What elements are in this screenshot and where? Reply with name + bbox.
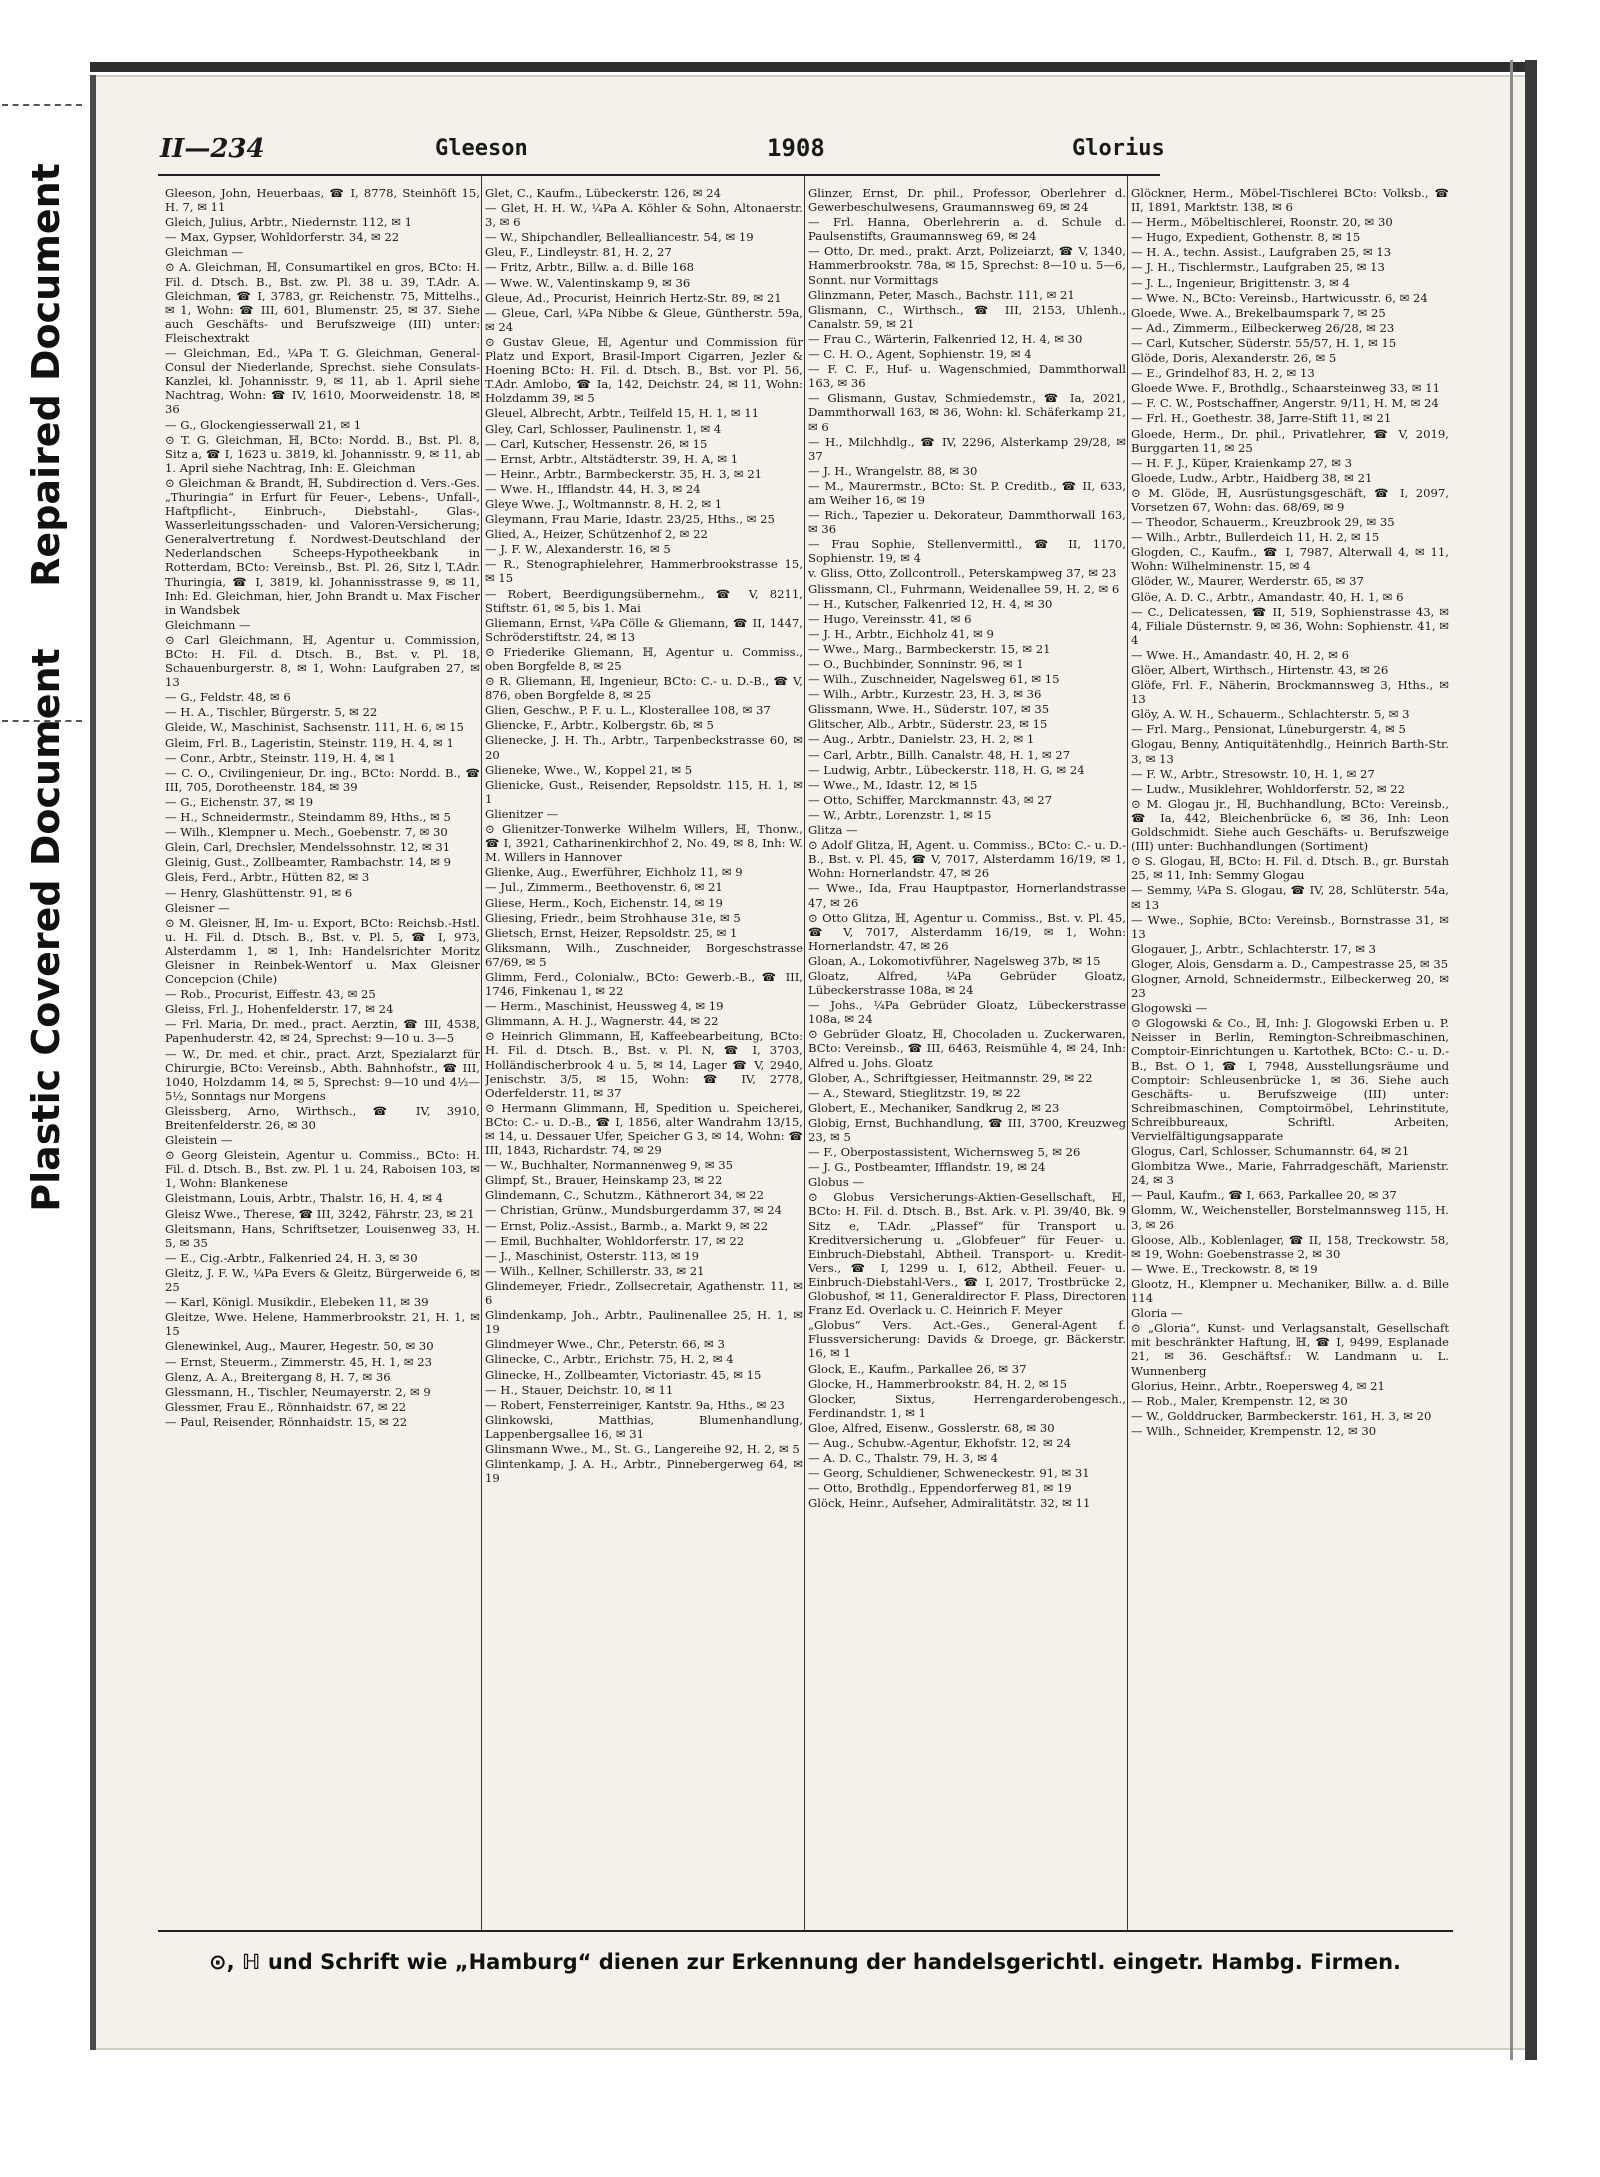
directory-entry: Glöe, A. D. C., Arbtr., Amandastr. 40, H. 1, ✉ 6 — [1131, 589, 1404, 604]
directory-entry: Glindmeyer Wwe., Chr., Peterstr. 66, ✉ 3 — [485, 1337, 725, 1352]
directory-entry: Glinzmann, Peter, Masch., Bachstr. 111, ✉ 21 — [808, 287, 1075, 302]
directory-entry: Gloatz, Alfred, ¼Pa Gebrüder Gloatz, Lübeckerstrasse 108a, ✉ 24 — [808, 968, 1126, 998]
directory-entry: — Wwe., Ida, Frau Hauptpastor, Hornerlandstrasse 47, ✉ 26 — [808, 881, 1126, 910]
directory-entry: — Johs., ¼Pa Gebrüder Gloatz, Lübeckerstrasse 108a, ✉ 24 — [808, 998, 1126, 1027]
directory-entry: — Wilh., Schneider, Krempenstr. 12, ✉ 30 — [1131, 1423, 1377, 1438]
directory-entry: ⊙ Glogowski & Co., ℍ, Inh: J. Glogowski Erben u. P. Neisser in Berlin, Remington-Schreibmaschinen, Comptoir-Einrichtungen u. Kartothek, BCto: C.- u. D.-B., Bst. O 1, ☎ I, 7948, Ausstellungsräume und Comptoir: Schleusenbrücke 1, ✉ 36. Siehe auch Geschäfts- u. Berufszweige (III) unter: Schreibmaschinen, Comptoirmöbel, Lehrinstitute, Schreibbureaux, Schriftl. Arbeiten, Vervielfältigungsapparate — [1131, 1016, 1449, 1143]
directory-entry: — W., Golddrucker, Barmbeckerstr. 161, H. 3, ✉ 20 — [1131, 1408, 1432, 1423]
directory-entry: — F. C. F., Huf- u. Wagenschmied, Dammthorwall 163, ✉ 36 — [808, 362, 1126, 391]
directory-entry: Globig, Ernst, Buchhandlung, ☎ III, 3700, Kreuzweg 23, ✉ 5 — [808, 1115, 1126, 1144]
directory-entry: ⊙ Glienitzer-Tonwerke Wilhelm Willers, ℍ, Thonw., ☎ I, 3921, Catharinenkirchhof 2, No. 49, ✉ 8, Inh: W. M. Willers in Hannover — [485, 822, 803, 865]
directory-entry: — Jul., Zimmerm., Beethovenstr. 6, ✉ 21 — [485, 880, 723, 895]
directory-entry: Glöck, Heinr., Aufseher, Admiralitätstr. 32, ✉ 11 — [808, 1496, 1091, 1511]
directory-entry: Gleis, Ferd., Arbtr., Hütten 82, ✉ 3 — [165, 870, 370, 885]
directory-entry: Gliemann, Ernst, ¼Pa Cölle & Gliemann, ☎ II, 1447, Schröderstiftstr. 24, ✉ 13 — [485, 615, 803, 644]
directory-entry: — Ernst, Poliz.-Assist., Barmb., a. Markt 9, ✉ 22 — [485, 1218, 769, 1233]
directory-entry: — H., Kutscher, Falkenried 12, H. 4, ✉ 30 — [808, 596, 1053, 611]
directory-entry: — O., Buchbinder, Sonninstr. 96, ✉ 1 — [808, 657, 1024, 671]
directory-entry: Glinkowski, Matthias, Blumenhandlung, Lappenbergsallee 16, ✉ 31 — [485, 1412, 803, 1441]
directory-entry: Glissmann, Cl., Fuhrmann, Weidenallee 59, H. 2, ✉ 6 — [808, 581, 1120, 596]
directory-entry: Glienecke, J. H. Th., Arbtr., Tarpenbeckstrasse 60, ✉ 20 — [485, 733, 803, 762]
directory-entry: — Wilh., Klempner u. Mech., Goebenstr. 7, ✉ 30 — [165, 825, 448, 840]
directory-entry: Glintenkamp, J. A. H., Arbtr., Pinnebergerweg 64, ✉ 19 — [485, 1457, 803, 1486]
directory-entry: — Rob., Maler, Krempenstr. 12, ✉ 30 — [1131, 1393, 1348, 1408]
directory-entry: — Aug., Arbtr., Danielstr. 23, H. 2, ✉ 1 — [808, 732, 1035, 747]
directory-entry: — H. A., Tischler, Bürgerstr. 5, ✉ 22 — [165, 705, 378, 720]
directory-column-2 — [485, 186, 803, 1926]
directory-entry: Gloede, Wwe. A., Brekelbaumspark 7, ✉ 25 — [1131, 305, 1386, 320]
directory-entry: — A. D. C., Thalstr. 79, H. 3, ✉ 4 — [808, 1451, 998, 1466]
directory-entry: — J. L., Ingenieur, Brigittenstr. 3, ✉ 4 — [1131, 275, 1350, 290]
directory-entry: — Glet, H. H. W., ¼Pa A. Köhler & Sohn, Altonaerstr. 3, ✉ 6 — [485, 201, 803, 230]
directory-entry: — Ludw., Musiklehrer, Wohldorferstr. 52, ✉ 22 — [1131, 781, 1406, 796]
directory-entry: Glinsmann Wwe., M., St. G., Langereihe 92, H. 2, ✉ 5 — [485, 1441, 800, 1456]
dashed-mark — [2, 104, 82, 106]
directory-entry: Glombitza Wwe., Marie, Fahrradgeschäft, Marienstr. 24, ✉ 3 — [1131, 1159, 1449, 1188]
page-left-edge — [90, 75, 96, 2050]
directory-entry: Glock, E., Kaufm., Parkallee 26, ✉ 37 — [808, 1361, 1027, 1376]
directory-entry: Glöder, W., Maurer, Werderstr. 65, ✉ 37 — [1131, 574, 1364, 589]
directory-entry: Glootz, H., Klempner u. Mechaniker, Billw. a. d. Bille 114 — [1131, 1276, 1449, 1306]
directory-entry: Gliesing, Friedr., beim Strohhause 31e, ✉ 5 — [485, 910, 741, 925]
directory-entry: Gley, Carl, Schlosser, Paulinenstr. 1, ✉ 4 — [485, 421, 722, 436]
directory-entry: Gleistmann, Louis, Arbtr., Thalstr. 16, H. 4, ✉ 4 — [165, 1191, 444, 1206]
directory-entry: Glogowski — — [1131, 1001, 1208, 1016]
directory-entry: — R., Stenographielehrer, Hammerbrookstrasse 15, ✉ 15 — [485, 557, 803, 586]
directory-entry: v. Gliss, Otto, Zollcontroll., Peterskampweg 37, ✉ 23 — [808, 566, 1117, 581]
directory-entry: — Wwe., M., Idastr. 12, ✉ 15 — [808, 777, 978, 792]
directory-entry: Glogden, C., Kaufm., ☎ I, 7987, Alterwall 4, ✉ 11, Wohn: Wilhelminenstr. 15, ✉ 4 — [1131, 545, 1449, 574]
directory-entry: Gleitsmann, Hans, Schriftsetzer, Louisenweg 33, H. 5, ✉ 35 — [165, 1221, 480, 1250]
directory-entry: Gleue, Ad., Procurist, Heinrich Hertz-Str. 89, ✉ 21 — [485, 290, 782, 305]
directory-entry: ⊙ Heinrich Glimmann, ℍ, Kaffeebearbeitung, BCto: H. Fil. d. Dtsch. B., Bst. v. Pl. N, ☎ I, 3703, Holländischerbrook 4 u. 5, ✉ 14, Lager ☎ V, 2940, Jenischstr. 3/5, ✉ 15, Wohn: ☎ IV, 2778, Oderfelderstr. 11, ✉ 37 — [485, 1029, 803, 1100]
directory-entry: „Globus“ Vers. Act.-Ges., General-Agent f. Flussversicherung: Davids & Droege, gr. Bäckerstr. 16, ✉ 1 — [808, 1318, 1126, 1361]
directory-entry: — Karl, Königl. Musikdir., Elebeken 11, ✉ 39 — [165, 1295, 429, 1310]
directory-entry: — H., Milchhdlg., ☎ IV, 2296, Alsterkamp 29/28, ✉ 37 — [808, 434, 1126, 463]
directory-entry: — J. H., Tischlermstr., Laufgraben 25, ✉ 13 — [1131, 260, 1385, 275]
directory-entry: — Christian, Grünw., Mundsburgerdamm 37, ✉ 24 — [485, 1203, 782, 1218]
directory-entry: — F. C. W., Postschaffner, Angerstr. 9/11, H. M, ✉ 24 — [1131, 396, 1439, 411]
directory-entry: — G., Glockengiesserwall 21, ✉ 1 — [165, 417, 362, 432]
directory-entry: Glessmann, H., Tischler, Neumayerstr. 2, ✉ 9 — [165, 1384, 431, 1399]
directory-entry: Glitza — — [808, 823, 858, 838]
directory-entry: Glinecke, H., Zollbeamter, Victoriastr. 45, ✉ 15 — [485, 1367, 762, 1382]
directory-entry: — C. O., Civilingenieur, Dr. ing., BCto: Nordd. B., ☎ III, 705, Dorotheenstr. 184, ✉ 39 — [165, 765, 480, 794]
directory-entry: Gloria — — [1131, 1306, 1183, 1321]
directory-entry: Glindenkamp, Joh., Arbtr., Paulinenallee 25, H. 1, ✉ 19 — [485, 1308, 803, 1337]
directory-entry: — J. H., Wrangelstr. 88, ✉ 30 — [808, 463, 978, 478]
directory-entry: Gloede, Ludw., Arbtr., Haidberg 38, ✉ 21 — [1131, 470, 1373, 485]
directory-entry: — Herm., Maschinist, Heussweg 4, ✉ 19 — [485, 999, 724, 1014]
side-label-plastic: Plastic Covered Document — [24, 648, 68, 1212]
directory-entry: ⊙ Gebrüder Gloatz, ℍ, Chocoladen u. Zuckerwaren, BCto: Vereinsb., ☎ III, 6463, Reismühle 4, ✉ 24, Inh: Alfred u. Johs. Gloatz — [808, 1027, 1126, 1070]
directory-entry: — H. A., techn. Assist., Laufgraben 25, ✉ 13 — [1131, 245, 1392, 260]
directory-entry: Glöer, Albert, Wirthsch., Hirtenstr. 43, ✉ 26 — [1131, 663, 1389, 677]
directory-entry: — Gleue, Carl, ¼Pa Nibbe & Gleue, Güntherstr. 59a, ✉ 24 — [485, 305, 803, 334]
directory-entry: Gleich, Julius, Arbtr., Niedernstr. 112, ✉ 1 — [165, 215, 413, 230]
directory-entry: — Ernst, Arbtr., Altstädterstr. 39, H. A, ✉ 1 — [485, 451, 739, 466]
directory-entry: Globus — — [808, 1175, 865, 1190]
directory-entry: Glied, A., Heizer, Schützenhof 2, ✉ 22 — [485, 527, 708, 542]
directory-entry: Glober, A., Schriftgiesser, Heitmannstr. 29, ✉ 22 — [808, 1070, 1093, 1085]
directory-entry: ⊙ M. Gleisner, ℍ, Im- u. Export, BCto: Reichsb.-Hstl. u. H. Fil. d. Dtsch. B., Bst. v. Pl. 5, ☎ I, 973, Alsterdamm 1, ✉ 1, Inh: Handelsrichter Moritz Gleisner in Reinbek-Wentorf u. Max Gleisner Concepcion (Chile) — [165, 915, 480, 987]
directory-entry: Gloger, Alois, Gensdarm a. D., Campestrasse 25, ✉ 35 — [1131, 956, 1449, 971]
directory-entry: ⊙ Globus Versicherungs-Aktien-Gesellschaft, ℍ, BCto: H. Fil. d. Dtsch. B., Bst. Ark. v. Pl. 39/40, Bk. 9 Sitz e, T.Adr. „Plassef“ für Transport u. Kreditversicherung u. „Globfeuer“ für Feuer- u. Einbruch-Diebstahl, Abtheil. Transport- u. Kredit-Vers., ☎ I, 1299 u. I, 612, Abtheil. Feuer- u. Einbruch-Diebstahl-Vers., ☎ I, 2017, Trostbrücke 2, Globushof, ✉ 11, Generaldirector F. Plass, Directoren Franz Ed. Overlack u. C. Heinrich F. Meyer — [808, 1190, 1126, 1318]
directory-entry: — Otto, Dr. med., prakt. Arzt, Polizeiarzt, ☎ V, 1340, Hammerbrookstr. 78a, ✉ 15, Sprechst: 8—10 u. 5—6, Sonnt. nur Vormittags — [808, 244, 1126, 287]
directory-entry: Glöy, A. W. H., Schauerm., Schlachterstr. 5, ✉ 3 — [1131, 707, 1410, 722]
directory-entry: — Wwe. H., Ifflandstr. 44, H. 3, ✉ 24 — [485, 481, 701, 496]
column-rule — [804, 176, 805, 1931]
directory-entry: Glinzer, Ernst, Dr. phil., Professor, Oberlehrer d. Gewerbeschulwesens, Graumannsweg 69, ✉ 24 — [808, 186, 1126, 215]
directory-entry: — C. H. O., Agent, Sophienstr. 19, ✉ 4 — [808, 347, 1032, 362]
directory-entry: — Georg, Schuldiener, Schweneckestr. 91, ✉ 31 — [808, 1466, 1090, 1481]
footer-rule — [158, 1930, 1453, 1932]
directory-entry: — Wwe. E., Treckowstr. 8, ✉ 19 — [1131, 1261, 1318, 1276]
directory-entry: Gleinig, Gust., Zollbeamter, Rambachstr. 14, ✉ 9 — [165, 855, 452, 870]
directory-entry: — Ludwig, Arbtr., Lübeckerstr. 118, H. G, ✉ 24 — [808, 762, 1085, 777]
directory-entry: — G., Feldstr. 48, ✉ 6 — [165, 690, 291, 705]
directory-entry: — Glismann, Gustav, Schmiedemstr., ☎ Ia, 2021, Dammthorwall 163, ✉ 36, Wohn: kl. Schäferkamp 21, ✉ 6 — [808, 391, 1126, 434]
page-top-edge — [90, 62, 1535, 72]
directory-entry: — Paul, Kaufm., ☎ I, 663, Parkallee 20, ✉ 37 — [1131, 1188, 1397, 1203]
directory-entry: — Emil, Buchhalter, Wohldorferstr. 17, ✉ 22 — [485, 1233, 745, 1248]
directory-entry: Glet, C., Kaufm., Lübeckerstr. 126, ✉ 24 — [485, 186, 722, 200]
directory-entry: — C., Delicatessen, ☎ II, 519, Sophienstrasse 43, ✉ 4, Filiale Düsternstr. 9, ✉ 36, Wohn: Sophienstr. 41, ✉ 4 — [1131, 604, 1449, 647]
directory-entry: — Robert, Fensterreiniger, Kantstr. 9a, Hths., ✉ 23 — [485, 1397, 785, 1412]
directory-entry: Glein, Carl, Drechsler, Mendelssohnstr. 12, ✉ 31 — [165, 840, 451, 855]
directory-entry: — Wwe. N., BCto: Vereinsb., Hartwicusstr. 6, ✉ 24 — [1131, 290, 1428, 305]
directory-entry: — Ernst, Steuerm., Zimmerstr. 45, H. 1, ✉ 23 — [165, 1354, 433, 1369]
directory-entry: — Wwe., Marg., Barmbeckerstr. 15, ✉ 21 — [808, 641, 1051, 656]
directory-entry: — Wwe. W., Valentinskamp 9, ✉ 36 — [485, 275, 691, 290]
directory-entry: Gleisner — — [165, 900, 230, 915]
directory-entry: Glöfe, Frl. F., Näherin, Brockmannsweg 3, Hths., ✉ 13 — [1131, 678, 1449, 707]
directory-entry: ⊙ Friederike Gliemann, ℍ, Agentur u. Commiss., oben Borgfelde 8, ✉ 25 — [485, 644, 803, 673]
directory-entry: ⊙ Gustav Gleue, ℍ, Agentur und Commission für Platz und Export, Brasil-Import Cigarren, Jezler & Hoening BCto: H. Fil. d. Dtsch. B., Bst. vor Pl. 56, T.Adr. Amlobo, ☎ Ia, 142, Deichstr. 24, ✉ 11, Wohn: Holzdamm 39, ✉ 5 — [485, 334, 803, 406]
directory-entry: ⊙ Georg Gleistein, Agentur u. Commiss., BCto: H. Fil. d. Dtsch. B., Bst. zw. Pl. 1 u. 24, Raboisen 103, ✉ 1, Wohn: Blankenese — [165, 1148, 480, 1191]
directory-entry: Gliese, Herm., Koch, Eichenstr. 14, ✉ 19 — [485, 895, 723, 910]
directory-column-1 — [165, 186, 480, 1926]
directory-entry: Gleye Wwe. J., Woltmannstr. 8, H. 2, ✉ 1 — [485, 496, 723, 511]
directory-entry: Glocke, H., Hammerbrookstr. 84, H. 2, ✉ 15 — [808, 1376, 1067, 1391]
directory-entry: Glessmer, Frau E., Rönnhaidstr. 67, ✉ 22 — [165, 1399, 407, 1414]
directory-entry: ⊙ M. Glöde, ℍ, Ausrüstungsgeschäft, ☎ I, 2097, Vorsetzen 67, Wohn: das. 68/69, ✉ 9 — [1131, 485, 1449, 514]
directory-entry: — H., Schneidermstr., Steindamm 89, Hths., ✉ 5 — [165, 810, 451, 825]
directory-entry: — Wilh., Arbtr., Bullerdeich 11, H. 2, ✉ 15 — [1131, 530, 1380, 545]
directory-entry: Globert, E., Mechaniker, Sandkrug 2, ✉ 23 — [808, 1100, 1060, 1115]
directory-entry: — A., Steward, Stieglitzstr. 19, ✉ 22 — [808, 1085, 1021, 1100]
directory-entry: Gleiss, Frl. J., Hohenfelderstr. 17, ✉ 24 — [165, 1002, 394, 1017]
directory-entry: ⊙ Otto Glitza, ℍ, Agentur u. Commiss., Bst. v. Pl. 45, ☎ V, 7017, Alsterdamm 16/19, ✉ 1, Wohn: Hornerlandstr. 47, ✉ 26 — [808, 910, 1126, 953]
directory-entry: — W., Shipchandler, Bellealliancestr. 54, ✉ 19 — [485, 230, 754, 245]
directory-entry: — Frl. Marg., Pensionat, Lüneburgerstr. 4, ✉ 5 — [1131, 722, 1406, 737]
directory-entry: — W., Arbtr., Lorenzstr. 1, ✉ 15 — [808, 807, 992, 822]
directory-entry: ⊙ M. Glogau jr., ℍ, Buchhandlung, BCto: Vereinsb., ☎ Ia, 442, Bleichenbrücke 6, ✉ 36, Inh: Leon Goldschmidt. Siehe auch Geschäfts- u. Berufszweige (III) unter: Buchhandlungen (Sortiment) — [1131, 796, 1449, 854]
directory-entry: Glogau, Benny, Antiquitätenhdlg., Heinrich Barth-Str. 3, ✉ 13 — [1131, 737, 1449, 766]
directory-entry: — Carl, Arbtr., Billh. Canalstr. 48, H. 1, ✉ 27 — [808, 747, 1071, 762]
directory-entry: Glimm, Ferd., Colonialw., BCto: Gewerb.-B., ☎ III, 1746, Finkenau 1, ✉ 22 — [485, 969, 803, 999]
directory-entry: Gleisz Wwe., Therese, ☎ III, 3242, Fährstr. 23, ✉ 21 — [165, 1206, 475, 1221]
directory-entry: — Gleichman, Ed., ¼Pa T. G. Gleichman, General-Consul der Niederlande, Sprechst. siehe Consulats-Kanzlei, kl. Johannisstr. 9, ✉ 11, ab 1. April siehe Nachtrag, Wohn: ☎ IV, 1610, Moorweidenstr. 18, ✉ 36 — [165, 346, 480, 417]
running-head — [160, 130, 1165, 170]
directory-entry: Gleichman — — [165, 245, 244, 260]
directory-entry: — Wwe. H., Amandastr. 40, H. 2, ✉ 6 — [1131, 647, 1349, 662]
directory-entry: — Wilh., Arbtr., Kurzestr. 23, H. 3, ✉ 36 — [808, 687, 1042, 702]
directory-entry: Glietsch, Ernst, Heizer, Repsoldstr. 25, ✉ 1 — [485, 925, 738, 940]
directory-entry: Glenz, A. A., Breitergang 8, H. 7, ✉ 36 — [165, 1369, 391, 1384]
directory-entry: — M., Maurermstr., BCto: St. P. Creditb., ☎ II, 633, am Weiher 16, ✉ 19 — [808, 478, 1126, 507]
directory-entry: — J. G., Postbeamter, Ifflandstr. 19, ✉ 24 — [808, 1160, 1046, 1175]
directory-entry: Gleide, W., Maschinist, Sachsenstr. 111, H. 6, ✉ 15 — [165, 720, 464, 735]
directory-entry: Gleeson, John, Heuerbaas, ☎ I, 8778, Steinhöft 15, H. 7, ✉ 11 — [165, 186, 480, 215]
first-entry-name: Gleeson — [435, 136, 528, 161]
directory-entry: ⊙ Carl Gleichmann, ℍ, Agentur u. Commission, BCto: H. Fil. d. Dtsch. B., Bst. v. Pl. 18, Schauenburgerstr. 8, ✉ 1, Wohn: Laufgraben 27, ✉ 13 — [165, 632, 480, 690]
directory-entry: Gleuel, Albrecht, Arbtr., Teilfeld 15, H. 1, ✉ 11 — [485, 406, 760, 421]
directory-entry: — Fritz, Arbtr., Billw. a. d. Bille 168 — [485, 260, 694, 275]
directory-entry: — Rich., Tapezier u. Dekorateur, Dammthorwall 163, ✉ 36 — [808, 508, 1126, 537]
page-binding — [1525, 60, 1537, 2060]
directory-entry: Gleymann, Frau Marie, Idastr. 23/25, Hths., ✉ 25 — [485, 512, 775, 527]
directory-entry: — Paul, Reisender, Rönnhaidstr. 15, ✉ 22 — [165, 1414, 408, 1429]
directory-entry: — Frau C., Wärterin, Falkenried 12, H. 4, ✉ 30 — [808, 331, 1083, 346]
directory-entry: — Max, Gypser, Wohldorferstr. 34, ✉ 22 — [165, 230, 400, 245]
directory-entry: Glomm, W., Weichensteller, Borstelmannsweg 115, H. 3, ✉ 26 — [1131, 1203, 1449, 1232]
directory-entry: — Frau Sophie, Stellenvermittl., ☎ II, 1170, Sophienstr. 19, ✉ 4 — [808, 537, 1126, 566]
directory-entry: — Aug., Schubw.-Agentur, Ekhofstr. 12, ✉ 24 — [808, 1435, 1072, 1450]
directory-entry: — Wwe., Sophie, BCto: Vereinsb., Bornstrasse 31, ✉ 13 — [1131, 912, 1449, 941]
directory-entry: Glöde, Doris, Alexanderstr. 26, ✉ 5 — [1131, 351, 1337, 366]
directory-entry: ⊙ T. G. Gleichman, ℍ, BCto: Nordd. B., Bst. Pl. 8, Sitz a, ☎ I, 1623 u. 3819, kl. Johannisstr. 9, ✉ 11, ab 1. April siehe Nachtrag, Inh: E. Gleichman — [165, 432, 480, 475]
page-number: II—234 — [160, 134, 265, 164]
directory-entry: Gleichmann — — [165, 617, 251, 632]
directory-entry: — Ad., Zimmerm., Eilbeckerweg 26/28, ✉ 23 — [1131, 320, 1395, 335]
directory-entry: — J. H., Arbtr., Eichholz 41, ✉ 9 — [808, 626, 994, 641]
directory-entry: Gleissberg, Arno, Wirthsch., ☎ IV, 3910, Breitenfelderstr. 26, ✉ 30 — [165, 1103, 480, 1132]
directory-entry: Gliksmann, Wilh., Zuschneider, Borgeschstrasse 67/69, ✉ 5 — [485, 940, 803, 969]
directory-entry: Glimpf, St., Brauer, Heinskamp 23, ✉ 22 — [485, 1173, 723, 1188]
directory-entry: Gleitze, Wwe. Helene, Hammerbrookstr. 21, H. 1, ✉ 15 — [165, 1310, 480, 1339]
directory-entry: — H., Stauer, Deichstr. 10, ✉ 11 — [485, 1382, 674, 1397]
directory-entry: Gloan, A., Lokomotivführer, Nagelsweg 37b, ✉ 15 — [808, 953, 1101, 968]
directory-entry: — E., Cig.-Arbtr., Falkenried 24, H. 3, ✉ 30 — [165, 1250, 418, 1265]
directory-entry: — Henry, Glashüttenstr. 91, ✉ 6 — [165, 885, 353, 900]
directory-entry: — Robert, Beerdigungsübernehm., ☎ V, 8211, Stiftstr. 61, ✉ 5, bis 1. Mai — [485, 586, 803, 615]
directory-entry: Gloe, Alfred, Eisenw., Gosslerstr. 68, ✉ 30 — [808, 1420, 1055, 1435]
directory-entry: — Theodor, Schauerm., Kreuzbrook 29, ✉ 35 — [1131, 515, 1395, 530]
directory-entry: ⊙ Gleichman & Brandt, ℍ, Subdirection d. Vers.-Ges. „Thuringia“ in Erfurt für Feuer-, Lebens-, Unfall-, Haftpflicht-, Einbruch-, Diebstahl-, Glas-, Wasserleitungsschaden- und Valoren-Versicherung; Generalvertretung f. Nordwest-Deutschland der Nederlandschen Scheeps-Hypotheekbank in Rotterdam, BCto: Vereinsb., Bst. Pl. 26, Sitz l, T.Adr. Thuringia, ☎ I, 3819, kl. Johannisstrasse 9, ✉ 11, Inh: Ed. Gleichman, hier, John Brandt u. Max Fischer in Wandsbek — [165, 475, 480, 617]
column-rule — [481, 176, 482, 1931]
header-rule — [158, 174, 1160, 176]
directory-entry: Gleu, F., Lindleystr. 81, H. 2, 27 — [485, 245, 672, 260]
directory-entry: Gliencke, F., Arbtr., Kolbergstr. 6b, ✉ 5 — [485, 718, 714, 733]
directory-entry: — J., Maschinist, Osterstr. 113, ✉ 19 — [485, 1248, 700, 1263]
directory-entry: — F., Oberpostassistent, Wichernsweg 5, ✉ 26 — [808, 1145, 1081, 1160]
directory-entry: — Frl. H., Goethestr. 38, Jarre-Stift 11, ✉ 21 — [1131, 411, 1392, 426]
directory-entry: Glieneke, Wwe., W., Koppel 21, ✉ 5 — [485, 762, 693, 777]
directory-entry: Glienicke, Gust., Reisender, Repsoldstr. 115, H. 1, ✉ 1 — [485, 777, 803, 806]
directory-entry: — E., Grindelhof 83, H. 2, ✉ 13 — [1131, 366, 1315, 381]
directory-entry: — Carl, Kutscher, Hessenstr. 26, ✉ 15 — [485, 436, 708, 451]
directory-entry: Glienke, Aug., Ewerführer, Eichholz 11, ✉ 9 — [485, 865, 743, 880]
directory-entry: — W., Buchhalter, Normannenweg 9, ✉ 35 — [485, 1158, 734, 1173]
directory-column-3 — [808, 186, 1126, 1926]
directory-entry: — Semmy, ¼Pa S. Glogau, ☎ IV, 28, Schlüterstr. 54a, ✉ 13 — [1131, 883, 1449, 912]
directory-entry: Gloede, Herm., Dr. phil., Privatlehrer, ☎ V, 2019, Burggarten 11, ✉ 25 — [1131, 426, 1449, 455]
directory-entry: — Rob., Procurist, Eiffestr. 43, ✉ 25 — [165, 987, 376, 1002]
directory-entry: — Heinr., Arbtr., Barmbeckerstr. 35, H. 3, ✉ 21 — [485, 466, 762, 481]
directory-column-4 — [1131, 186, 1449, 1926]
directory-entry: Gleim, Frl. B., Lageristin, Steinstr. 119, H. 4, ✉ 1 — [165, 735, 454, 750]
directory-entry: ⊙ „Gloria“, Kunst- und Verlagsanstalt, Gesellschaft mit beschränkter Haftung, ℍ, ☎ I, 9499, Esplanade 21, ✉ 36. Geschäftsf.: W. Landmann u. L. Wunnenberg — [1131, 1321, 1449, 1378]
footer-note: ⊙, ℍ und Schrift wie „Hamburg“ dienen zur Erkennung der handelsgerichtl. eingetr. Hambg. Firmen. — [209, 1950, 1401, 1974]
directory-entry: Gloose, Alb., Koblenlager, ☎ II, 158, Treckowstr. 58, ✉ 19, Wohn: Goebenstrasse 2, ✉ 30 — [1131, 1232, 1449, 1261]
last-entry-name: Glorius — [1072, 136, 1165, 161]
directory-entry: — Frl. Hanna, Oberlehrerin a. d. Schule d. Paulsenstifts, Graumannsweg 69, ✉ 24 — [808, 215, 1126, 244]
directory-entry: Glogner, Arnold, Schneidermstr., Eilbeckerweg 20, ✉ 23 — [1131, 971, 1449, 1001]
directory-entry: Glocker, Sixtus, Herrengarderobengesch., Ferdinandstr. 1, ✉ 1 — [808, 1391, 1126, 1420]
directory-entry: — Frl. Maria, Dr. med., pract. Aerztin, ☎ III, 4538, Papenhuderstr. 42, ✉ 24, Sprechst: 9—10 u. 3—5 — [165, 1017, 480, 1046]
directory-entry: — Hugo, Vereinsstr. 41, ✉ 6 — [808, 611, 972, 626]
directory-entry: Glenewinkel, Aug., Maurer, Hegestr. 50, ✉ 30 — [165, 1339, 434, 1354]
page-binding-shadow — [1510, 60, 1513, 2060]
directory-entry: — W., Dr. med. et chir., pract. Arzt, Spezialarzt für Chirurgie, BCto: Vereinsb., Abth. Bahnhofstr., ☎ III, 1040, Holzdamm 14, ✉ 5, Sprechst: 9—10 und 4½—5½, Sonntags nur Morgens — [165, 1046, 480, 1103]
directory-entry: — Wilh., Zuschneider, Nagelsweg 61, ✉ 15 — [808, 672, 1060, 687]
directory-entry: — Hugo, Expedient, Gothenstr. 8, ✉ 15 — [1131, 230, 1361, 245]
directory-entry: Gloede Wwe. F., Brothdlg., Schaarsteinweg 33, ✉ 11 — [1131, 381, 1440, 396]
directory-entry: — Herm., Möbeltischlerei, Roonstr. 20, ✉ 30 — [1131, 215, 1393, 230]
directory-entry: ⊙ Adolf Glitza, ℍ, Agent. u. Commiss., BCto: C.- u. D.-B., Bst. v. Pl. 45, ☎ V, 7017, Alsterdamm 16/19, ✉ 1, Wohn: Hornerlandstr. 47, ✉ 26 — [808, 838, 1126, 881]
directory-entry: Glöckner, Herm., Möbel-Tischlerei BCto: Volksb., ☎ II, 1891, Marktstr. 138, ✉ 6 — [1131, 186, 1449, 215]
directory-entry: — F. W., Arbtr., Stresowstr. 10, H. 1, ✉ 27 — [1131, 766, 1375, 781]
directory-entry: — J. F. W., Alexanderstr. 16, ✉ 5 — [485, 542, 671, 557]
directory-entry: ⊙ A. Gleichman, ℍ, Consumartikel en gros, BCto: H. Fil. d. Dtsch. B., Bst. zw. Pl. 38 u. 39, T.Adr. A. Gleichman, ☎ I, 3783, gr. Reichenstr. 75, Mittelhs., ✉ 1, Wohn: ☎ III, 601, Blumenstr. 25, ✉ 37. Siehe auch Geschäfts- und Berufszweige (III) unter: Fleischextrakt — [165, 260, 480, 345]
side-label-repaired: Repaired Document — [24, 163, 68, 587]
directory-entry: — Carl, Kutscher, Süderstr. 55/57, H. 1, ✉ 15 — [1131, 335, 1397, 350]
side-strip — [0, 100, 92, 1900]
directory-entry: Glogus, Carl, Schlosser, Schumannstr. 64, ✉ 21 — [1131, 1144, 1410, 1159]
directory-entry: Glienitzer — — [485, 806, 559, 821]
directory-entry: — Otto, Schiffer, Marckmannstr. 43, ✉ 27 — [808, 792, 1053, 807]
directory-year: 1908 — [767, 134, 825, 162]
directory-entry: — Conr., Arbtr., Steinstr. 119, H. 4, ✉ 1 — [165, 750, 396, 765]
directory-entry: — Wilh., Kellner, Schillerstr. 33, ✉ 21 — [485, 1263, 705, 1278]
column-rule — [1127, 176, 1128, 1931]
directory-entry: Glorius, Heinr., Arbtr., Roepersweg 4, ✉ 21 — [1131, 1378, 1385, 1393]
directory-entry: Gleistein — — [165, 1133, 233, 1148]
directory-entry: — Otto, Brothdlg., Eppendorferweg 81, ✉ 19 — [808, 1481, 1072, 1496]
directory-entry: Glindemeyer, Friedr., Zollsecretair, Agathenstr. 11, ✉ 6 — [485, 1278, 803, 1308]
directory-entry: Glinecke, C., Arbtr., Erichstr. 75, H. 2, ✉ 4 — [485, 1352, 734, 1367]
directory-entry: Glismann, C., Wirthsch., ☎ III, 2153, Uhlenh., Canalstr. 59, ✉ 21 — [808, 302, 1126, 331]
directory-entry: Glimmann, A. H. J., Wagnerstr. 44, ✉ 22 — [485, 1014, 719, 1029]
directory-entry: ⊙ Hermann Glimmann, ℍ, Spedition u. Speicherei, BCto: C.- u. D.-B., ☎ I, 1856, alter Wandrahm 13/15, ✉ 14, u. Dessauer Ufer, Speicher G 3, ✉ 14, Wohn: ☎ III, 1843, Richardstr. 74, ✉ 29 — [485, 1100, 803, 1158]
directory-entry: Glogauer, J., Arbtr., Schlachterstr. 17, ✉ 3 — [1131, 941, 1377, 956]
directory-entry: ⊙ S. Glogau, ℍ, BCto: H. Fil. d. Dtsch. B., gr. Burstah 25, ✉ 11, Inh: Semmy Glogau — [1131, 854, 1449, 883]
directory-entry: — G., Eichenstr. 37, ✉ 19 — [165, 794, 314, 809]
directory-entry: Glissmann, Wwe. H., Süderstr. 107, ✉ 35 — [808, 702, 1050, 717]
directory-entry: Gleitz, J. F. W., ¼Pa Evers & Gleitz, Bürgerweide 6, ✉ 25 — [165, 1265, 480, 1295]
directory-entry: Glien, Geschw., P. F. u. L., Klosterallee 108, ✉ 37 — [485, 703, 771, 718]
directory-entry: — H. F. J., Küper, Kraienkamp 27, ✉ 3 — [1131, 455, 1353, 470]
directory-entry: Glitscher, Alb., Arbtr., Süderstr. 23, ✉ 15 — [808, 717, 1048, 732]
directory-entry: Glindemann, C., Schutzm., Käthnerort 34, ✉ 22 — [485, 1188, 765, 1203]
directory-entry: ⊙ R. Gliemann, ℍ, Ingenieur, BCto: C.- u. D.-B., ☎ V, 876, oben Borgfelde 8, ✉ 25 — [485, 674, 803, 703]
